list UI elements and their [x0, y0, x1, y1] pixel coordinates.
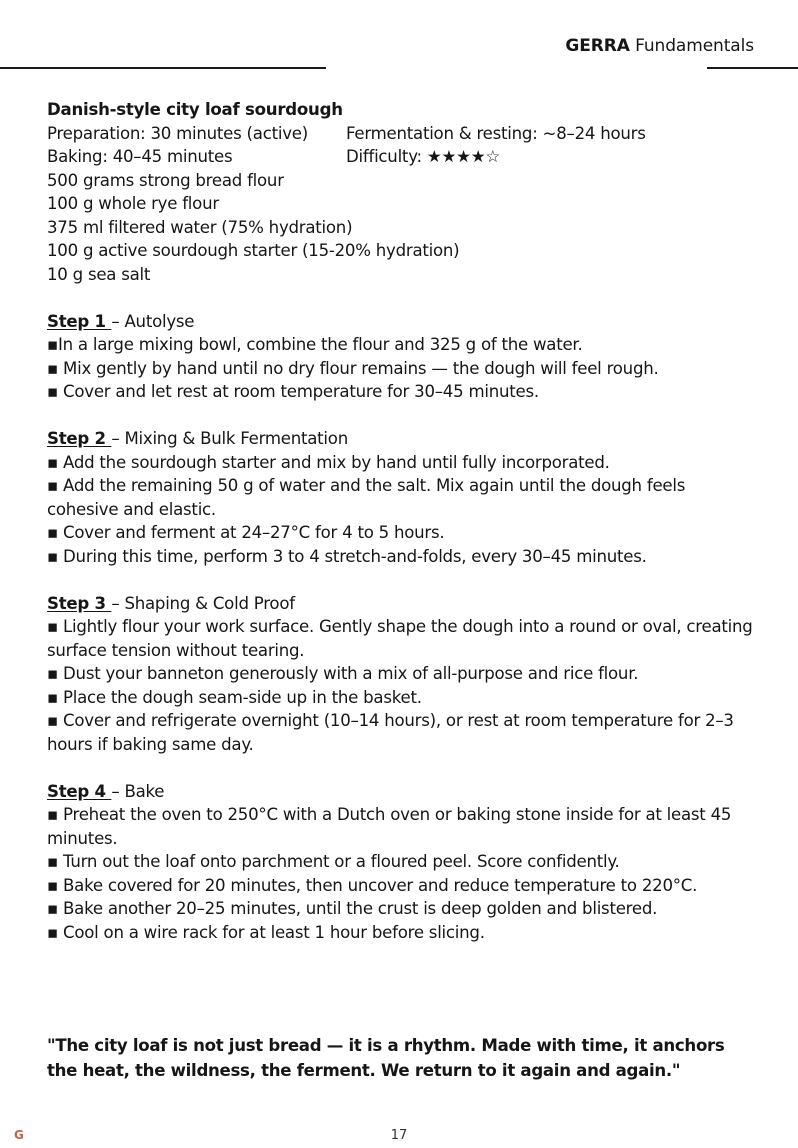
ingredient-item: 375 ml filtered water (75% hydration): [47, 217, 353, 237]
page-number: 17: [390, 1128, 408, 1143]
ingredient-item: 100 g whole rye flour: [47, 194, 219, 213]
difficulty-label: Difficulty:: [346, 147, 427, 166]
ingredient-item: 500 grams strong bread flour: [47, 170, 284, 190]
brand-name: GERRA: [565, 36, 630, 56]
step-item: ▪ Cover and refrigerate overnight (10–14 hours), or rest at room temperature for 2–3 hours if baking same day.: [47, 711, 734, 754]
spacer: [47, 404, 759, 428]
header-rule-left: [0, 67, 326, 69]
step-item: ▪ Preheat the oven to 250°C with a Dutch oven or baking stone inside for at least 45 minutes.: [47, 805, 732, 848]
ingredient-item: 100 g active sourdough starter (15-20% hydration): [47, 241, 460, 260]
step-title: – Autolyse: [111, 311, 195, 331]
preparation-time: Preparation: 30 minutes (active): [47, 123, 308, 143]
step-item: ▪ Dust your banneton generously with a mix of all-purpose and rice flour.: [47, 664, 639, 683]
step-item: ▪ Bake covered for 20 minutes, then uncover and reduce temperature to 220°C.: [47, 875, 698, 895]
step-1-heading: [47, 310, 759, 334]
fermentation-time: Fermentation & resting: ~8–24 hours: [346, 123, 646, 143]
brand-section: Fundamentals: [635, 36, 754, 56]
step-3-heading: [47, 592, 759, 616]
step-item: ▪ Place the dough seam-side up in the basket.: [47, 687, 422, 707]
closing-quote: "The city loaf is not just bread — it is a rhythm. Made with time, it anchors the heat, the wildness, the ferment. We return to it again and again.": [47, 1035, 725, 1080]
step-item: ▪ Cover and let rest at room temperature for 30–45 minutes.: [47, 382, 539, 401]
step-number: Step 2: [47, 429, 112, 448]
step-title: – Mixing & Bulk Fermentation: [111, 429, 348, 448]
recipe-title: Danish-style city loaf sourdough: [47, 100, 343, 119]
step-item: ▪ Lightly flour your work surface. Gently shape the dough into a round or oval, creating surface tension without tearing.: [47, 617, 753, 660]
step-item: ▪In a large mixing bowl, combine the flour and 325 g of the water.: [47, 335, 583, 354]
recipe-content: [47, 98, 759, 944]
step-title: – Bake: [111, 781, 165, 801]
header-brand: [565, 35, 754, 57]
footer-logo-mark: G: [14, 1128, 24, 1142]
meta-row-2: [47, 145, 759, 169]
step-item: ▪ Add the sourdough starter and mix by hand until fully incorporated.: [47, 452, 610, 472]
spacer: [47, 756, 759, 780]
step-4-heading: [47, 780, 759, 804]
step-2-heading: [47, 427, 759, 451]
baking-time: Baking: 40–45 minutes: [47, 147, 233, 166]
step-item: ▪ Cool on a wire rack for at least 1 hour before slicing.: [47, 922, 485, 942]
step-item: ▪ Cover and ferment at 24–27°C for 4 to 5 hours.: [47, 523, 445, 542]
spacer: [47, 568, 759, 592]
step-item: ▪ Bake another 20–25 minutes, until the crust is deep golden and blistered.: [47, 899, 658, 918]
ingredient-item: 10 g sea salt: [47, 264, 151, 284]
step-item: ▪ Turn out the loaf onto parchment or a floured peel. Score confidently.: [47, 852, 620, 871]
meta-row-1: [47, 122, 759, 146]
difficulty: [346, 145, 500, 169]
difficulty-stars-icon: ★★★★☆: [426, 147, 501, 166]
header-rule-right: [707, 67, 798, 69]
step-item: ▪ Mix gently by hand until no dry flour remains — the dough will feel rough.: [47, 358, 659, 378]
step-number: Step 1: [47, 311, 112, 331]
spacer: [47, 286, 759, 310]
step-item: ▪ During this time, perform 3 to 4 stretch-and-folds, every 30–45 minutes.: [47, 546, 647, 566]
step-number: Step 3: [47, 593, 112, 613]
step-title: – Shaping & Cold Proof: [111, 593, 295, 613]
step-number: Step 4: [47, 781, 112, 801]
step-item: ▪ Add the remaining 50 g of water and the salt. Mix again until the dough feels cohesive and elastic.: [47, 476, 686, 519]
